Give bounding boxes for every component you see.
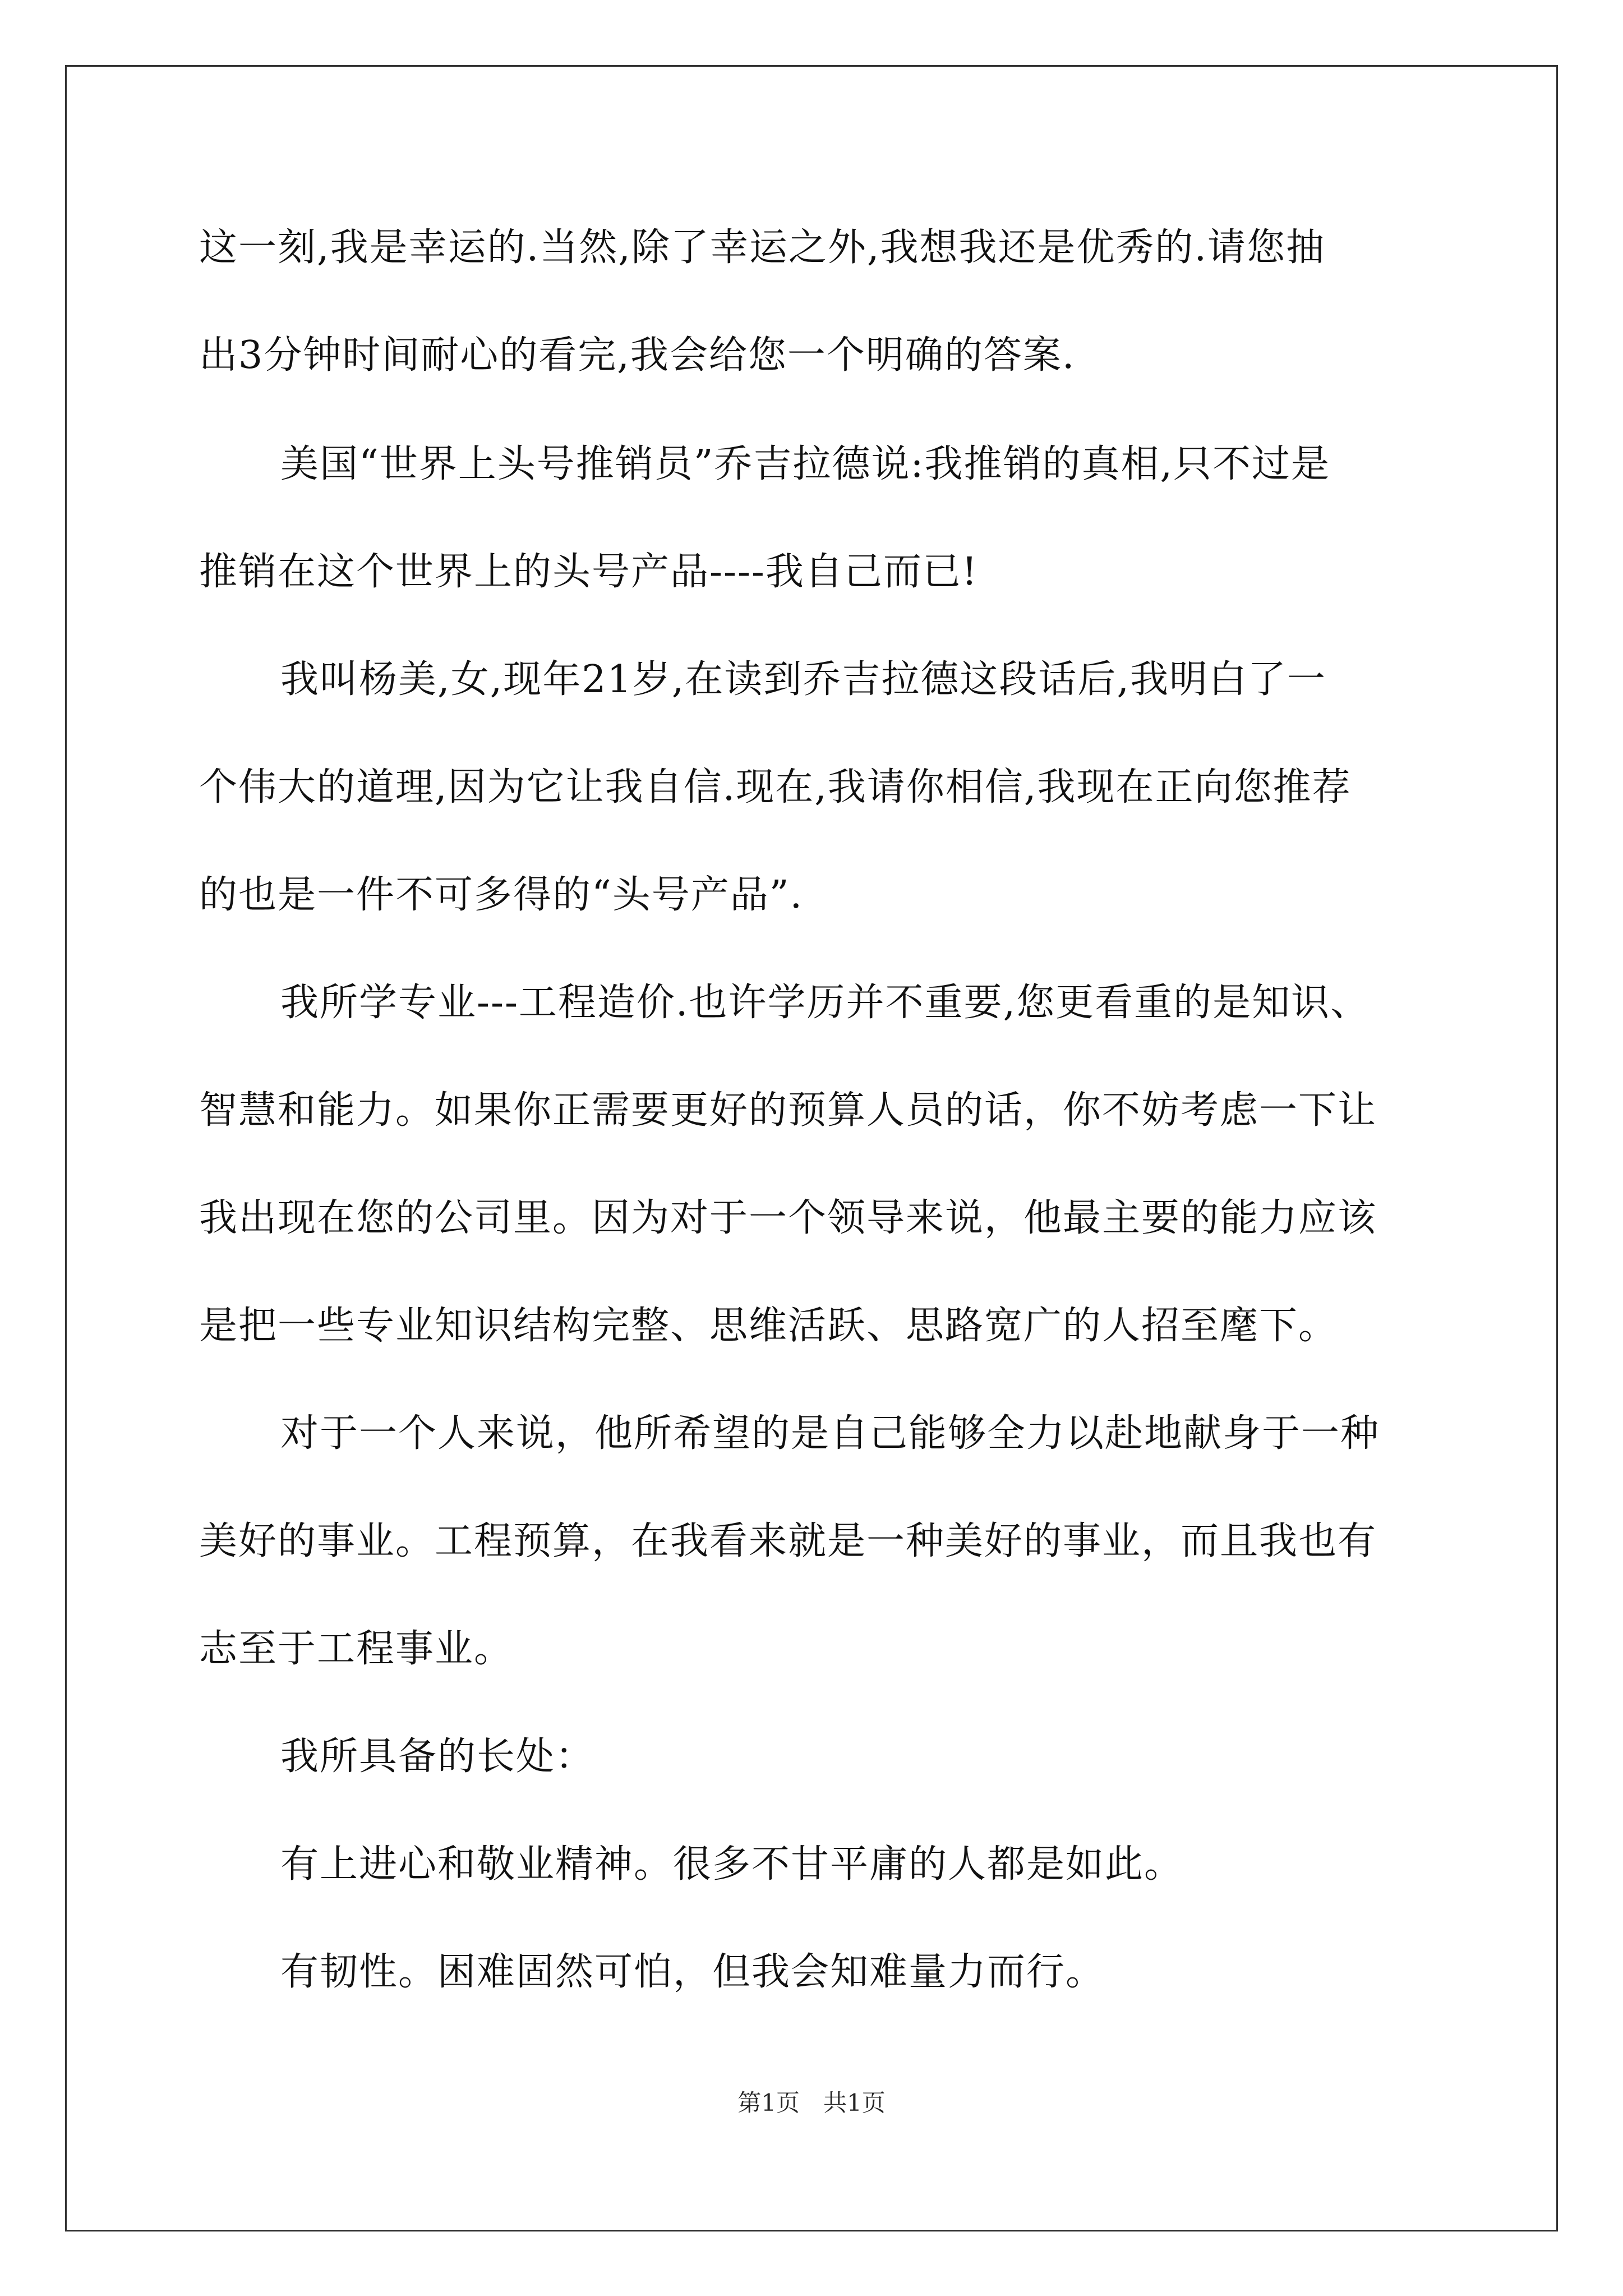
text-line: 个伟大的道理,因为它让我自信.现在,我请你相信,我现在正向您推荐 <box>199 765 1352 809</box>
text-line: 这一刻,我是幸运的.当然,除了幸运之外,我想我还是优秀的.请您抽 <box>199 226 1326 270</box>
text-line: 出3分钟时间耐心的看完,我会给您一个明确的答案. <box>199 333 1076 378</box>
text-line: 志至于工程事业。 <box>199 1627 514 1671</box>
text-line: 对于一个人来说，他所希望的是自己能够全力以赴地献身于一种 <box>280 1411 1380 1456</box>
text-line: 美好的事业。工程预算，在我看来就是一种美好的事业，而且我也有 <box>199 1519 1377 1563</box>
text-line: 有韧性。困难固然可怕，但我会知难量力而行。 <box>280 1950 1105 1994</box>
text-line: 我所学专业---工程造价.也许学历并不重要,您更看重的是知识、 <box>280 981 1370 1025</box>
text-line: 我所具备的长处： <box>280 1734 595 1779</box>
text-line: 的也是一件不可多得的“头号产品”. <box>199 873 804 917</box>
page-border <box>65 65 1558 2231</box>
text-line: 智慧和能力。如果你正需要更好的预算人员的话，你不妨考虑一下让 <box>199 1088 1377 1133</box>
text-line: 有上进心和敬业精神。很多不甘平庸的人都是如此。 <box>280 1842 1184 1887</box>
text-line: 我出现在您的公司里。因为对于一个领导来说，他最主要的能力应该 <box>199 1196 1377 1240</box>
page-number: 第1页 共1页 <box>737 2089 886 2116</box>
text-line: 美国“世界上头号推销员”乔吉拉德说:我推销的真相,只不过是 <box>280 442 1331 486</box>
text-line: 推销在这个世界上的头号产品----我自己而已! <box>199 550 979 594</box>
text-line: 我叫杨美,女,现年21岁,在读到乔吉拉德这段话后,我明白了一 <box>280 657 1326 702</box>
text-line: 是把一些专业知识结构完整、思维活跃、思路宽广的人招至麾下。 <box>199 1304 1338 1348</box>
